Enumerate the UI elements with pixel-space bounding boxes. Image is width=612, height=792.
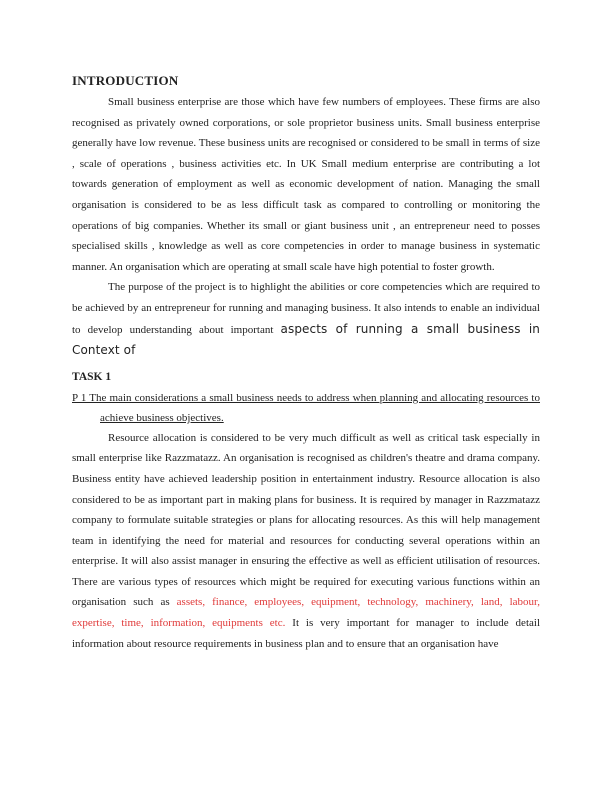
introduction-paragraph-2 <box>72 277 540 361</box>
introduction-paragraph-2-text: The purpose of the project is to highlight the abilities or core competencies which are required to be achieved by an entrepreneur for running and managing business. It also intends to enable an individual to develop understanding about important <box>72 281 540 336</box>
task-1-paragraph-text: Resource allocation is considered to be very much difficult as well as critical task especially in small enterprise like Razzmatazz. An organisation is recognised as children's theatre and drama company. Business entity have achieved leadership position in entertainment industry. Resource allocation is also considered to be as important part in making plans for business. It is required by manager in Razzmatazz company to formulate suitable strategies or plans for allocating resources. As this will help management team in identifying the need for material and resources for conducting several operations within an enterprise. It will also assist manager in ensuring the effective as well as efficient utilisation of resources. There are various types of resources which might be required for executing various functions within an organisation such as <box>72 431 540 609</box>
introduction-heading: INTRODUCTION <box>72 73 179 88</box>
introduction-paragraph-1: Small business enterprise are those which have few numbers of employees. These firms are also recognised as privately owned corporations, or sole proprietor business units. Small business enterprise generally have low revenue. These business units are recognised or considered to be small in terms of size , scale of operations , business activities etc. In UK Small medium enterprise are contributing a lot towards generation of employment as well as economic development of nation. Managing the small organisation is considered to be as less difficult task as compared to controlling or monitoring the operations of big companies. Whether its small or giant business unit , an entrepreneur need to posses specialised skills , knowledge as well as core competencies in order to manage business in systematic manner. An organisation which are operating at small scale have high potential to foster growth. <box>72 96 540 273</box>
resource-list-highlight: assets, finance, employees, equipment, technology, machinery, land, labour, expertise, time, information, equipments etc. <box>72 596 540 630</box>
p1-heading: P 1 The main considerations a small business needs to address when planning and allocating resources to achieve business objectives. <box>72 391 540 424</box>
introduction-paragraph-2-sans-text: aspects of running a small business in Context of <box>72 321 541 358</box>
task-1-heading: TASK 1 <box>72 370 112 383</box>
page-content <box>72 72 540 654</box>
task-1-paragraph <box>72 428 540 655</box>
task-1-paragraph-end: It is very important for manager to include detail information about resource requirements in business plan and to ensure that an organisation have <box>72 617 540 650</box>
